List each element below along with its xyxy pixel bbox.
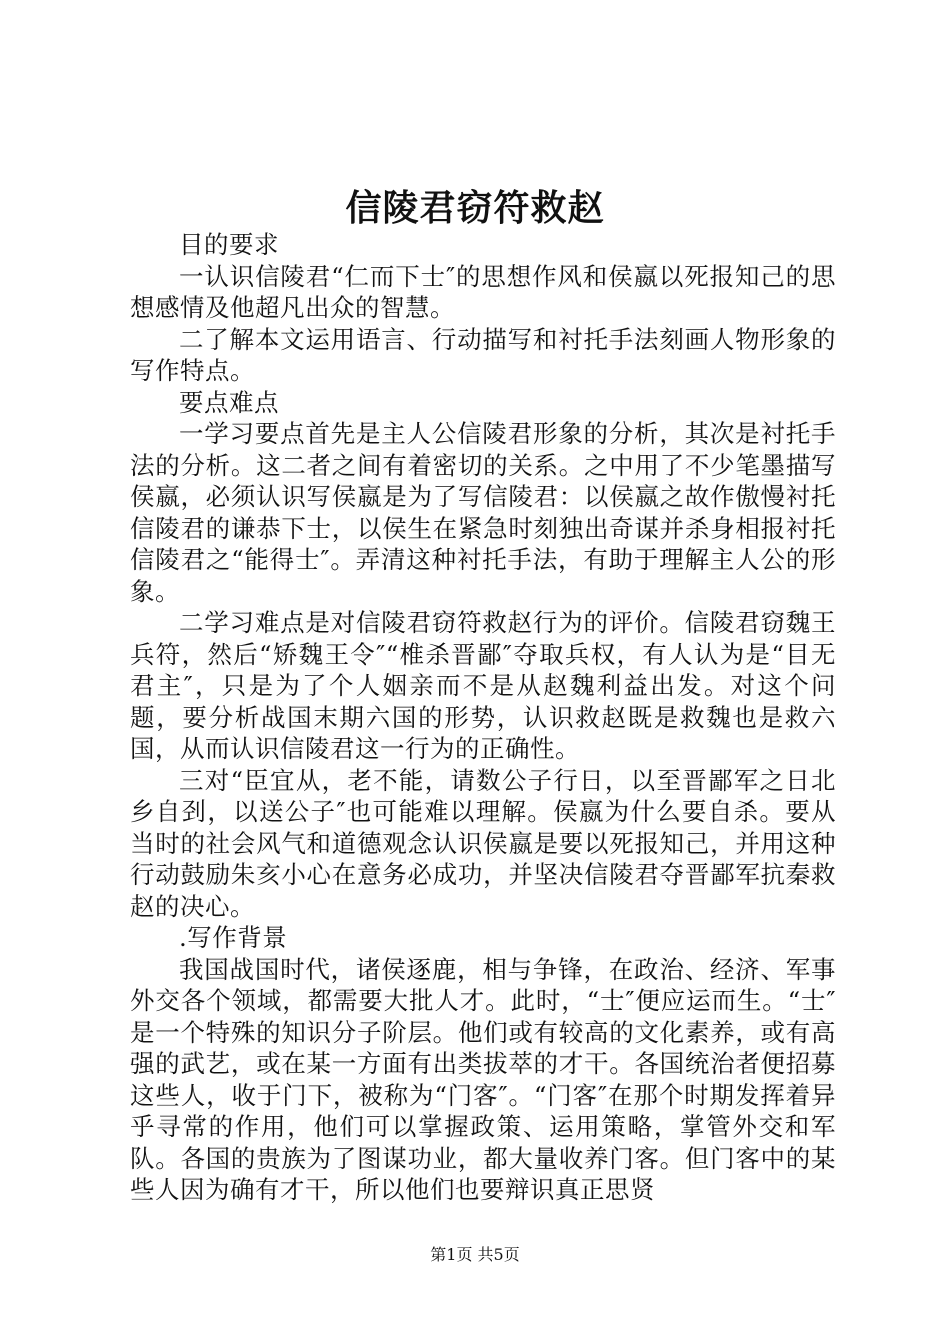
paragraph: 一认识信陵君“仁而下士″的思想作风和侯嬴以死报知己的思想感情及他超凡出众的智慧。 — [130, 261, 836, 322]
section-heading-background: .写作背景 — [179, 923, 288, 952]
paragraph: 三对“臣宜从，老不能，请数公子行日，以至晋鄙军之日北乡自刭，以送公子″也可能难以理解。侯嬴为什么要自杀。要从当时的社会风气和道德观念认识侯嬴是要以死报知己，并用这种行动鼓励朱亥小心在意务必成功，并坚决信陵君夺晋鄙军抗秦救赵的决心。 — [130, 765, 836, 921]
document-title: 信陵君窃符救赵 — [345, 187, 605, 229]
paragraph: 二了解本文运用语言、行动描写和衬托手法刻画人物形象的写作特点。 — [130, 324, 836, 385]
paragraph: 我国战国时代，诸侯逐鹿，相与争锋，在政治、经济、军事外交各个领域，都需要大批人才。此时，“士″便应运而生。“士″是一个特殊的知识分子阶层。他们或有较高的文化素养，或有高强的武艺，或在某一方面有出类拔萃的才干。各国统治者便招募这些人，收于门下，被称为“门客″。“门客″在那个时期发挥着异乎寻常的作用，他们可以掌握政策、运用策略，掌管外交和军队。各国的贵族为了图谋功业，都大量收养门客。但门客中的某些人因为确有才干，所以他们也要辩识真正思贤 — [130, 954, 836, 1204]
paragraph: 一学习要点首先是主人公信陵君形象的分析，其次是衬托手法的分析。这二者之间有着密切的关系。之中用了不少笔墨描写侯嬴，必须认识写侯嬴是为了写信陵君：以侯嬴之故作傲慢衬托信陵君的谦恭下士，以侯生在紧急时刻独出奇谋并杀身相报衬托信陵君之“能得士″。弄清这种衬托手法，有助于理解主人公的形象。 — [130, 419, 836, 606]
section-heading-objectives: 目的要求 — [179, 230, 279, 259]
section-heading-key-points: 要点难点 — [179, 387, 279, 417]
paragraph: 二学习难点是对信陵君窃符救赵行为的评价。信陵君窃魏王兵符，然后“矫魏王令″“椎杀晋鄙″夺取兵权，有人认为是“目无君主″，只是为了个人姻亲而不是从赵魏利益出发。对这个问题，要分析战国末期六国的形势，认识救赵既是救魏也是救六国，从而认识信陵君这一行为的正确性。 — [130, 608, 836, 763]
document-body — [130, 229, 836, 1206]
page-footer: 第1页 共5页 — [430, 1245, 520, 1264]
